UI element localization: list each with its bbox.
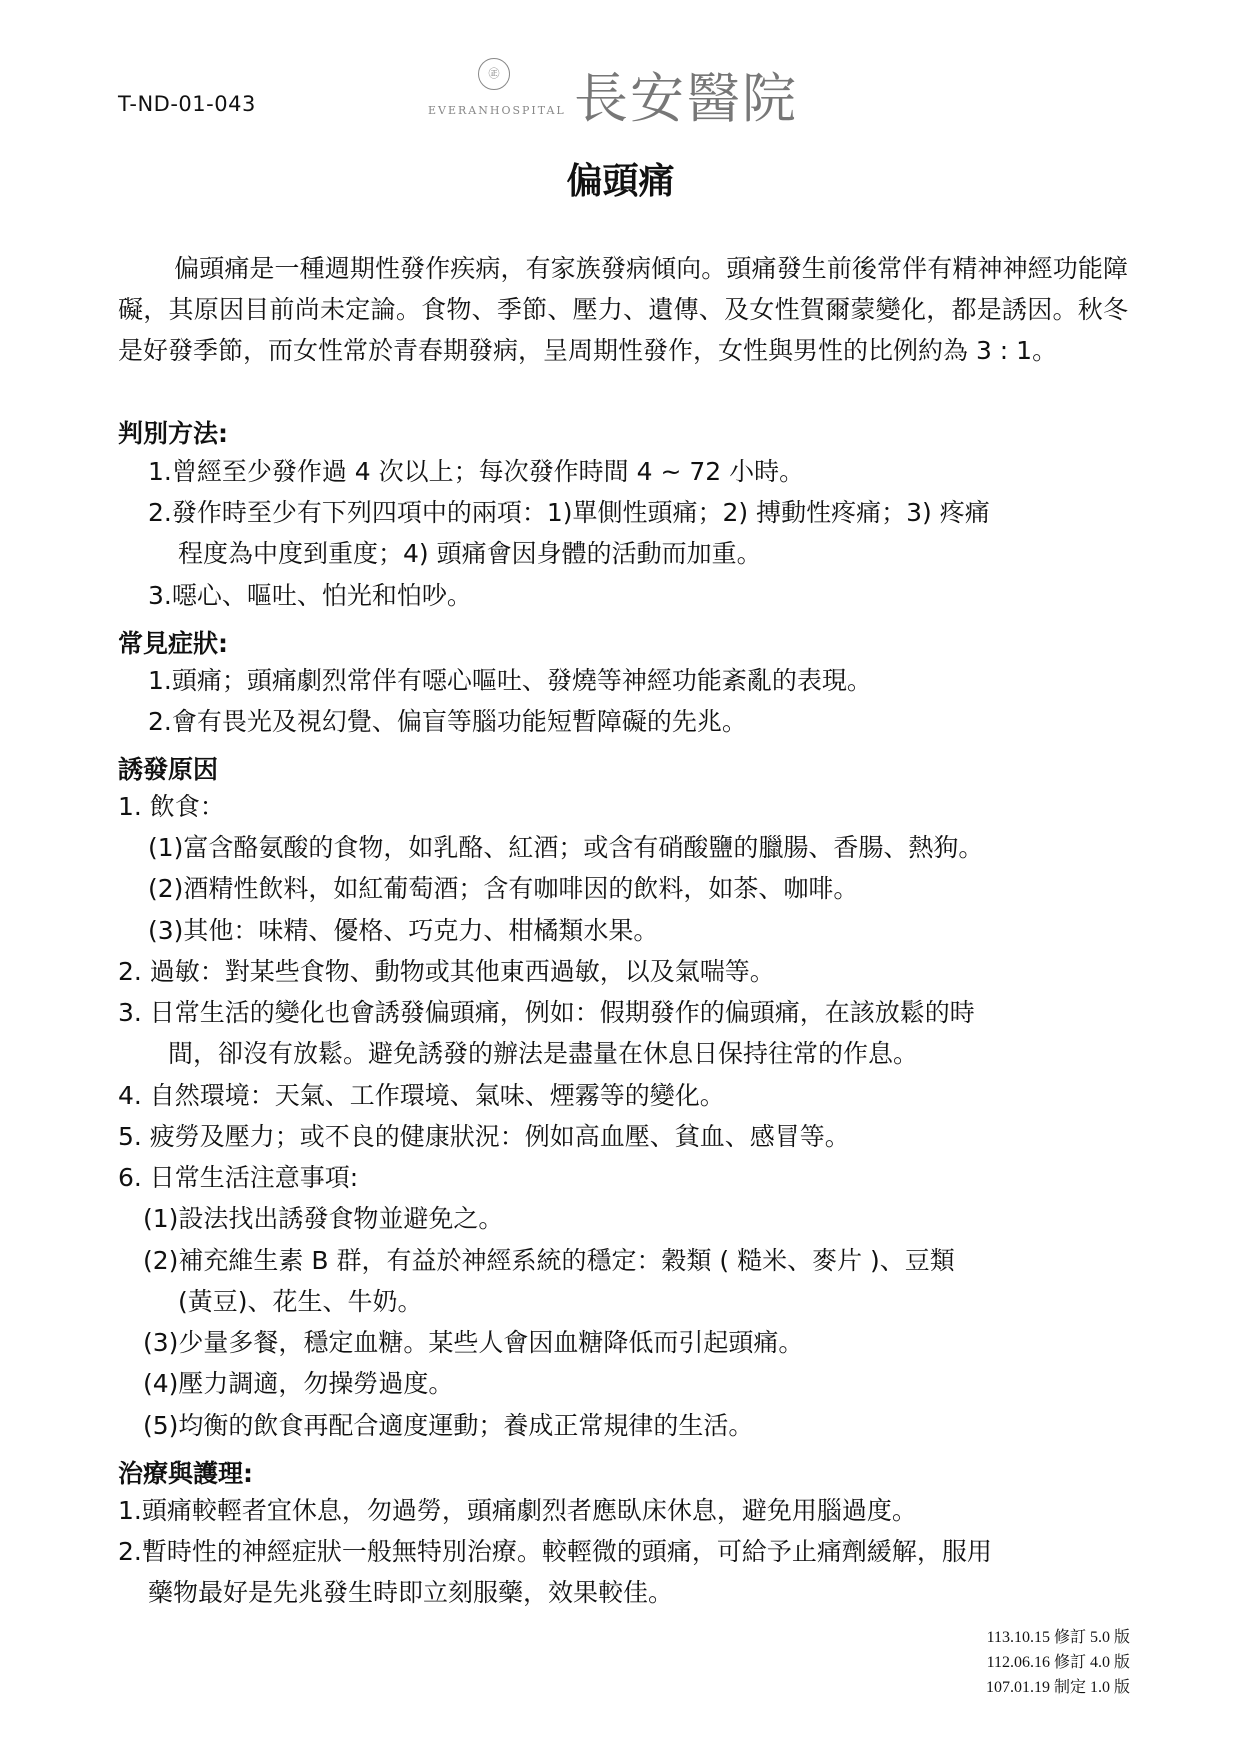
page-title: 偏頭痛 [566,161,675,202]
diagnosis-item: 1.曾經至少發作過 4 次以上；每次發作時間 4 ~ 72 小時。 [148,457,805,486]
trigger-line: (3)少量多餐，穩定血糖。某些人會因血糖降低而引起頭痛。 [143,1328,804,1357]
trigger-line: 5. 疲勞及壓力；或不良的健康狀況：例如高血壓、貧血、感冒等。 [118,1122,850,1151]
symptoms-heading: 常見症狀: [118,629,228,658]
hospital-name-en: EVERANHOSPITAL [428,104,566,117]
intro-text: 偏頭痛是一種週期性發作疾病，有家族發病傾向。頭痛發生前後常伴有精神神經功能障礙，其原因目前尚未定論。食物、季節、壓力、遺傳、及女性賀爾蒙變化，都是誘因。秋冬是好發季節，而女性常於青春期發病，呈周期性發作，女性與男性的比例約為 3 : 1。 [118,254,1128,365]
trigger-line: 2. 過敏：對某些食物、動物或其他東西過敏，以及氣喘等。 [118,957,775,986]
diagnosis-item-continued: 程度為中度到重度；4) 頭痛會因身體的活動而加重。 [178,539,762,568]
treatment-heading: 治療與護理: [118,1459,253,1488]
diagnosis-item: 3.噁心、嘔吐、怕光和怕吵。 [148,581,472,610]
trigger-line: 6. 日常生活注意事項: [118,1163,359,1192]
symptom-item: 1.頭痛；頭痛劇烈常伴有噁心嘔吐、發燒等神經功能紊亂的表現。 [148,666,872,695]
hospital-logo [428,54,828,130]
revision-note: 107.01.19 制定 1.0 版 [985,1679,1130,1696]
trigger-line: (2)補充維生素 B 群，有益於神經系統的穩定：穀類 ( 糙米、麥片 )、豆類 [143,1246,955,1275]
hospital-emblem-icon: ㊣ [478,58,510,90]
trigger-line-continued: 間，卻沒有放鬆。避免誘發的辦法是盡量在休息日保持往常的作息。 [168,1039,919,1068]
trigger-line: 1. 飲食： [118,792,225,821]
symptom-item: 2.會有畏光及視幻覺、偏盲等腦功能短暫障礙的先兆。 [148,707,747,736]
triggers-heading: 誘發原因 [118,755,219,784]
trigger-line: (3)其他：味精、優格、巧克力、柑橘類水果。 [148,916,659,945]
trigger-line: (1)富含酪氨酸的食物，如乳酪、紅酒；或含有硝酸鹽的臘腸、香腸、熱狗。 [148,833,984,862]
trigger-line: 3. 日常生活的變化也會誘發偏頭痛，例如：假期發作的偏頭痛，在該放鬆的時 [118,998,975,1027]
treatment-line: 2.暫時性的神經症狀一般無特別治療。較輕微的頭痛，可給予止痛劑緩解，服用 [118,1537,992,1566]
diagnosis-item: 2.發作時至少有下列四項中的兩項：1)單側性頭痛；2) 搏動性疼痛；3) 疼痛 [148,498,990,527]
revision-note: 112.06.16 修訂 4.0 版 [986,1654,1130,1671]
diagnosis-heading: 判別方法: [118,419,228,448]
trigger-line: (1)設法找出誘發食物並避免之。 [143,1204,504,1233]
trigger-line: 4. 自然環境：天氣、工作環境、氣味、煙霧等的變化。 [118,1081,725,1110]
trigger-line: (4)壓力調適，勿操勞過度。 [143,1369,454,1398]
treatment-line: 1.頭痛較輕者宜休息，勿過勞，頭痛劇烈者應臥床休息，避免用腦過度。 [118,1496,917,1525]
document-code: T-ND-01-043 [118,92,256,116]
trigger-line-continued: (黃豆)、花生、牛奶。 [178,1287,423,1316]
trigger-line: (2)酒精性飲料，如紅葡萄酒；含有咖啡因的飲料，如茶、咖啡。 [148,874,859,903]
treatment-line-continued: 藥物最好是先兆發生時即立刻服藥，效果較佳。 [148,1578,674,1607]
revision-note: 113.10.15 修訂 5.0 版 [986,1629,1130,1646]
trigger-line: (5)均衡的飲食再配合適度運動；養成正常規律的生活。 [143,1411,754,1440]
hospital-name-zh: 長安醫院 [574,67,798,130]
intro-paragraph [118,248,1128,371]
